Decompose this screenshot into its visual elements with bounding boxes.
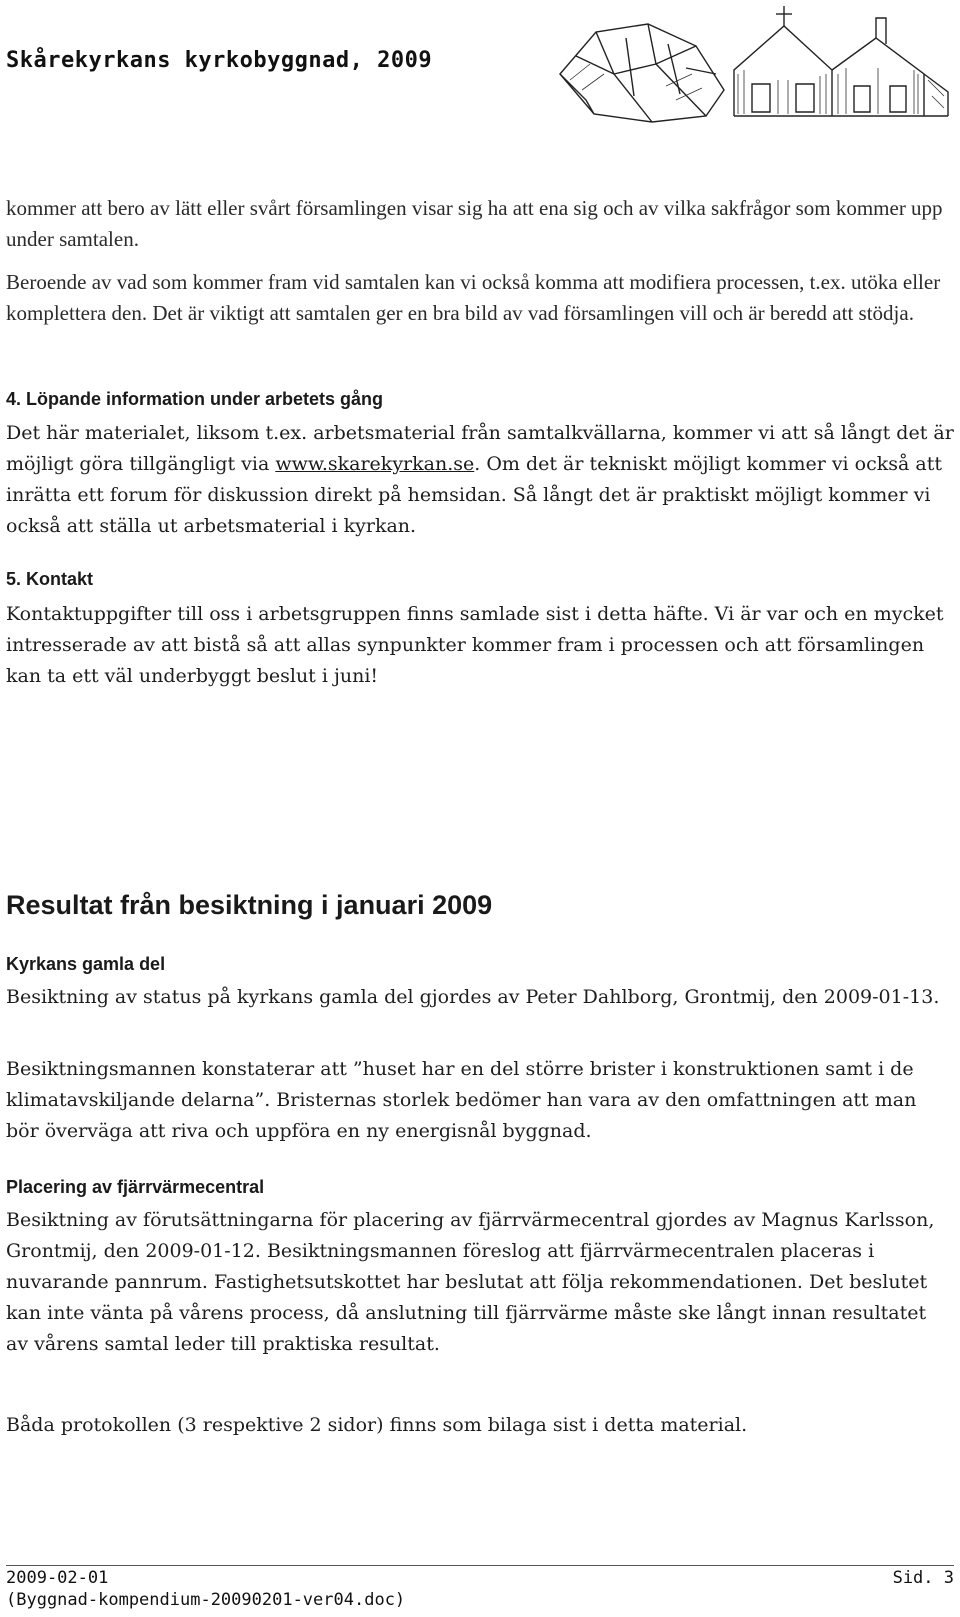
- website-link[interactable]: www.skarekyrkan.se: [275, 453, 475, 475]
- church-sketch-illustration: [556, 4, 952, 126]
- section-4-text-start: Det här materialet, liksom t.ex. arbetsmaterial från samtalkvällarna, kommer vi att så långt det är möjligt göra tillgängligt via: [6, 422, 954, 475]
- footer-date: 2009-02-01: [6, 1568, 109, 1588]
- old-part-paragraph-1: Besiktning av status på kyrkans gamla del gjordes av Peter Dahlborg, Grontmij, den 2009-01-13.: [6, 986, 940, 1008]
- results-heading: Resultat från besiktning i januari 2009: [6, 890, 493, 920]
- section-5-heading: 5. Kontakt: [6, 569, 94, 589]
- footer-divider: [6, 1565, 954, 1566]
- intro-paragraph-1: kommer att bero av lätt eller svårt församlingen visar sig ha att ena sig och av vilka sakfrågor som kommer upp under samtalen.: [6, 196, 943, 251]
- page-header-title: Skårekyrkans kyrkobyggnad, 2009: [6, 48, 433, 73]
- old-part-paragraph-2: Besiktningsmannen konstaterar att ”huset har en del större brister i konstruktionen samt i de klimatavskiljande delarna”. Bristernas storlek bedömer han vara av den omfattningen att man bör överväga att riva och uppföra en ny energisnål byggnad.: [6, 1058, 917, 1142]
- footer-page-number: Sid. 3: [892, 1568, 954, 1588]
- section-4-heading: 4. Löpande information under arbetets gång: [6, 389, 384, 409]
- section-4-paragraph: [6, 418, 954, 542]
- footer-filename: (Byggnad-kompendium-20090201-ver04.doc): [6, 1590, 406, 1610]
- district-heating-paragraph: Besiktning av förutsättningarna för placering av fjärrvärmecentral gjordes av Magnus Karlsson, Grontmij, den 2009-01-12. Besiktningsmannen föreslog att fjärrvärmecentralen placeras i nuvarande pannrum. Fastighetsutskottet har beslutat att följa rekommendationen. Det beslutet kan inte vänta på vårens process, då anslutning till fjärrvärme måste ske långt innan resultatet av vårens samtal leder till praktiska resultat.: [6, 1209, 935, 1355]
- district-heating-heading: Placering av fjärrvärmecentral: [6, 1177, 265, 1197]
- protocols-paragraph: Båda protokollen (3 respektive 2 sidor) finns som bilaga sist i detta material.: [6, 1414, 748, 1436]
- old-part-heading: Kyrkans gamla del: [6, 954, 166, 974]
- section-4-text-end: . Om det är tekniskt möjligt kommer vi också att inrätta ett forum för diskussion direkt på hemsidan. Så långt det är praktiskt möjligt kommer vi också att ställa ut arbetsmaterial i kyrkan.: [6, 453, 942, 537]
- intro-paragraph-2: Beroende av vad som kommer fram vid samtalen kan vi också komma att modifiera processen, t.ex. utöka eller komplettera den. Det är viktigt att samtalen ger en bra bild av vad församlingen vill och är beredd att stödja.: [6, 270, 941, 325]
- section-5-paragraph: Kontaktuppgifter till oss i arbetsgruppen finns samlade sist i detta häfte. Vi är var och en mycket intresserade av att bistå så att allas synpunkter kommer fram i processen och att församlingen kan ta ett väl underbyggt beslut i juni!: [6, 603, 944, 687]
